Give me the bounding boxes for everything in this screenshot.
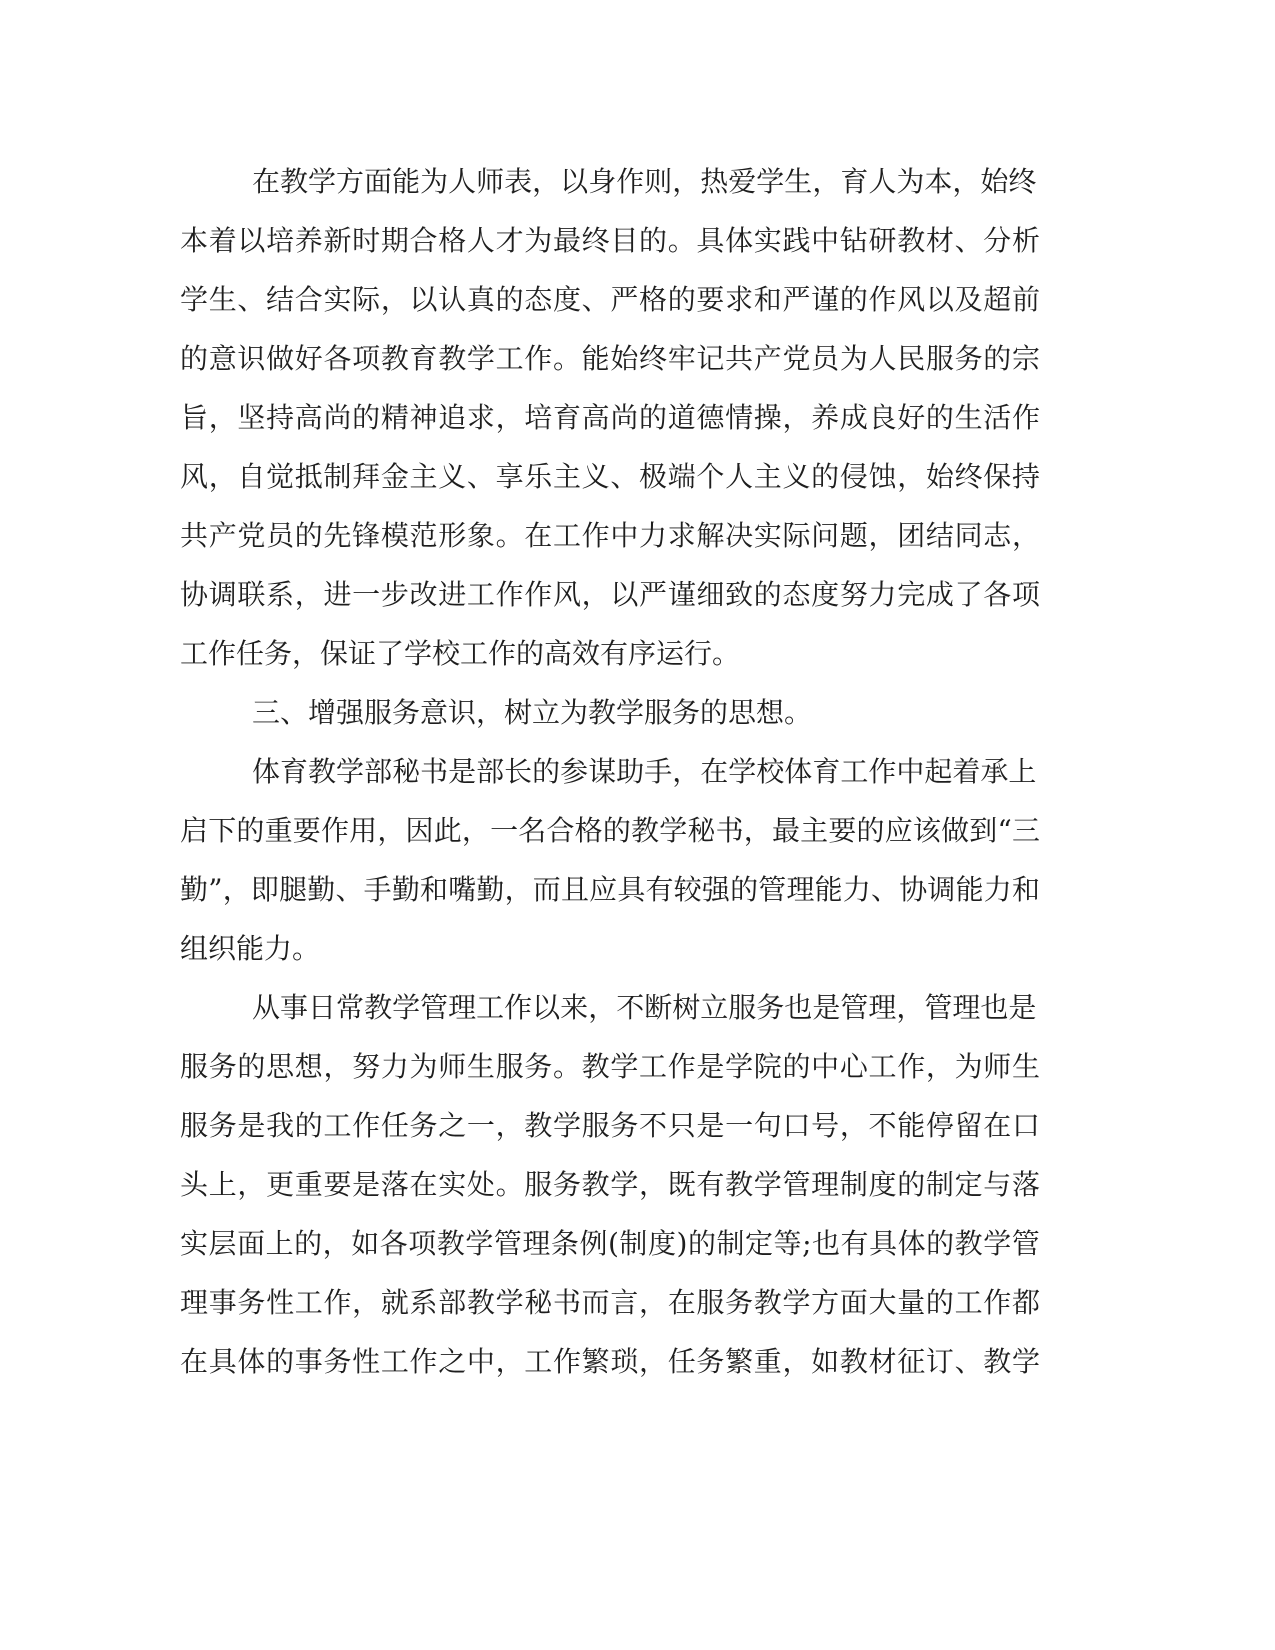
paragraph-line: 在 具 体 的 事 务 性 工 作 之 中 ， 工 作 繁 琐 ， 任 务 繁 重 ， 如 教 材 征 订 、 教 学	[180, 1345, 1040, 1378]
paragraph-line: 学 生 、 结 合 实 际 ， 以 认 真 的 态 度 、 严 格 的 要 求 和 严 谨 的 作 风 以 及 超 前	[180, 283, 1040, 316]
paragraph-line: 服 务 是 我 的 工 作 任 务 之 一 ， 教 学 服 务 不 只 是 一 句 口 号 ， 不 能 停 留 在 口	[180, 1109, 1040, 1142]
paragraph-line: 组织能力。	[180, 932, 321, 965]
paragraph-line: 共 产 党 员 的 先 锋 模 范 形 象 。 在 工 作 中 力 求 解 决 实 际 问 题 ， 团 结 同 志 ，	[180, 519, 1040, 552]
paragraph-line: 旨 ， 坚 持 高 尚 的 精 神 追 求 ， 培 育 高 尚 的 道 德 情 操 ， 养 成 良 好 的 生 活 作	[180, 401, 1040, 434]
paragraph-line: 协 调 联 系 ， 进 一 步 改 进 工 作 作 风 ， 以 严 谨 细 致 的 态 度 努 力 完 成 了 各 项	[180, 578, 1040, 611]
paragraph-line: 理 事 务 性 工 作 ， 就 系 部 教 学 秘 书 而 言 ， 在 服 务 教 学 方 面 大 量 的 工 作 都	[180, 1286, 1040, 1319]
paragraph-line: 的 意 识 做 好 各 项 教 育 教 学 工 作 。 能 始 终 牢 记 共 产 党 员 为 人 民 服 务 的 宗	[180, 342, 1040, 375]
paragraph-line: 工作任务，保证了学校工作的高效有序运行。	[180, 637, 741, 670]
paragraph-line: 从 事 日 常 教 学 管 理 工 作 以 来 ， 不 断 树 立 服 务 也 是 管 理 ， 管 理 也 是	[252, 991, 1037, 1024]
section-heading: 三、增强服务意识，树立为教学服务的思想。	[252, 696, 813, 729]
paragraph-line: 启 下 的 重 要 作 用 ， 因 此 ， 一 名 合 格 的 教 学 秘 书 ， 最 主 要 的 应 该 做 到 “ 三	[180, 814, 1040, 847]
paragraph-line: 在 教 学 方 面 能 为 人 师 表 ， 以 身 作 则 ， 热 爱 学 生 ， 育 人 为 本 ， 始 终	[252, 165, 1037, 198]
paragraph-line: 体 育 教 学 部 秘 书 是 部 长 的 参 谋 助 手 ， 在 学 校 体 育 工 作 中 起 着 承 上	[252, 755, 1037, 788]
paragraph-line: 头 上 ， 更 重 要 是 落 在 实 处 。 服 务 教 学 ， 既 有 教 学 管 理 制 度 的 制 定 与 落	[180, 1168, 1040, 1201]
paragraph-line: 实 层 面 上 的 ， 如 各 项 教 学 管 理 条 例 ( 制 度 ) 的 制 定 等 ; 也 有 具 体 的 教 学 管	[180, 1227, 1040, 1260]
paragraph-line: 勤 ” ， 即 腿 勤 、 手 勤 和 嘴 勤 ， 而 且 应 具 有 较 强 的 管 理 能 力 、 协 调 能 力 和	[180, 873, 1040, 906]
paragraph-line: 服 务 的 思 想 ， 努 力 为 师 生 服 务 。 教 学 工 作 是 学 院 的 中 心 工 作 ， 为 师 生	[180, 1050, 1040, 1083]
paragraph-line: 风 ， 自 觉 抵 制 拜 金 主 义 、 享 乐 主 义 、 极 端 个 人 主 义 的 侵 蚀 ， 始 终 保 持	[180, 460, 1040, 493]
paragraph-line: 本 着 以 培 养 新 时 期 合 格 人 才 为 最 终 目 的 。 具 体 实 践 中 钻 研 教 材 、 分 析	[180, 224, 1040, 257]
